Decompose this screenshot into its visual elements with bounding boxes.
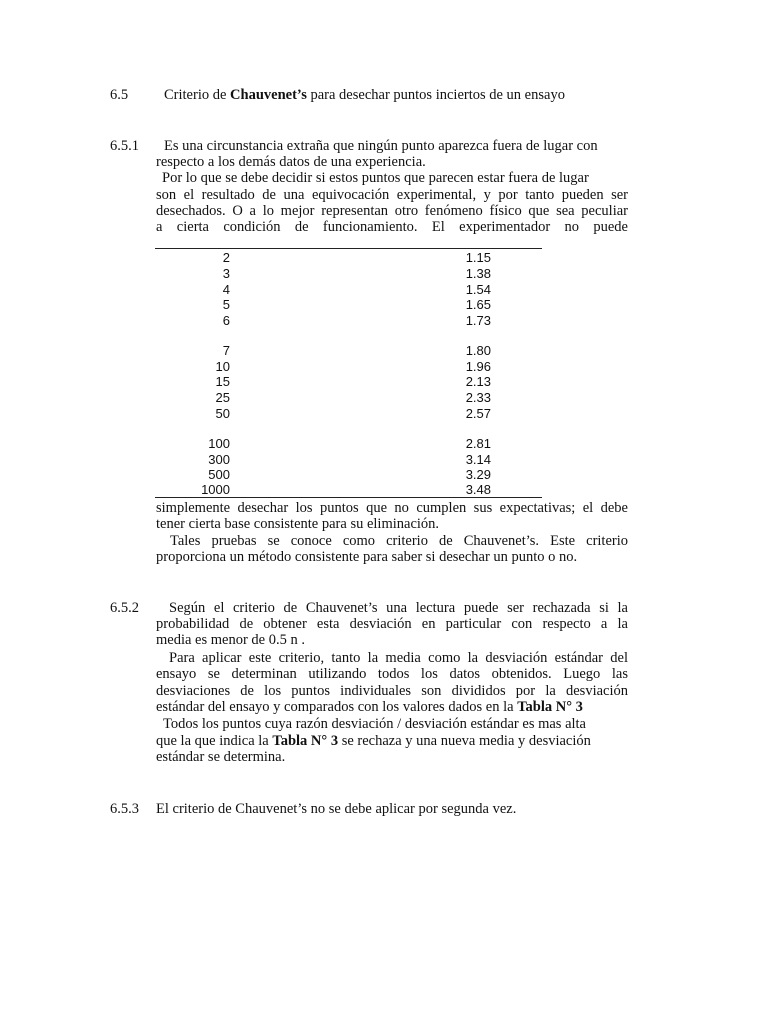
table-ratio: 3.14 — [465, 452, 491, 467]
table-n: 3 — [222, 266, 230, 281]
table-bottom-rule — [155, 497, 542, 498]
s651-after-line-1: simplemente desechar los puntos que no cumplen sus expectativas; el debe — [156, 500, 628, 516]
section-title-bold: Chauvenet’s — [230, 87, 307, 103]
s652-p3-line-2-pre: que la que indica la — [156, 733, 273, 749]
table-ratio: 1.65 — [465, 297, 491, 312]
table-ratio: 1.96 — [465, 359, 491, 374]
s652-p2-line-2: ensayo se determinan utilizando todos los datos obtenidos. Luego las — [156, 666, 628, 682]
s652-p3-line-2-post: se rechaza y una nueva media y desviación — [338, 733, 591, 749]
s652-line-3: media es menor de 0.5 n . — [156, 632, 305, 648]
s652-p3-line-2 — [156, 733, 628, 749]
table-n: 7 — [222, 343, 230, 358]
table-n: 1000 — [201, 482, 230, 497]
s652-p2-line-3: desviaciones de los puntos individuales son divididos por la desviación — [156, 683, 628, 699]
s652-p2-line-1: Para aplicar este criterio, tanto la media como la desviación estándar del — [169, 650, 628, 666]
table-n: 4 — [222, 282, 230, 297]
table-ratio: 2.81 — [465, 436, 491, 451]
s651-line-4: son el resultado de una equivocación experimental, y por tanto pueden ser — [156, 187, 628, 203]
s651-line-1: Es una circunstancia extraña que ningún punto aparezca fuera de lugar con — [164, 138, 598, 154]
s653-text: El criterio de Chauvenet’s no se debe aplicar por segunda vez. — [156, 801, 517, 817]
section-title-pre: Criterio de — [164, 87, 231, 103]
s652-line-2: probabilidad de obtener esta desviación en particular con respecto a la — [156, 616, 628, 632]
table-ratio: 1.80 — [465, 343, 491, 358]
subsection-number-651: 6.5.1 — [110, 138, 139, 154]
s652-line-1: Según el criterio de Chauvenet’s una lectura puede ser rechazada si la — [169, 600, 628, 616]
table-n: 25 — [215, 390, 230, 405]
s652-p2-line-4 — [156, 699, 628, 715]
table-top-rule — [155, 248, 542, 249]
table-n: 6 — [222, 313, 230, 328]
table-ratio: 2.57 — [465, 406, 491, 421]
table-ratio: 3.48 — [465, 482, 491, 497]
table-ratio: 2.13 — [465, 374, 491, 389]
s651-line-2: respecto a los demás datos de una experiencia. — [156, 154, 426, 170]
table-ratio: 1.73 — [465, 313, 491, 328]
section-title — [164, 87, 565, 104]
table-n: 500 — [208, 467, 230, 482]
subsection-number-652: 6.5.2 — [110, 600, 139, 616]
table-ratio: 3.29 — [465, 467, 491, 482]
table-n: 300 — [208, 452, 230, 467]
s651-after-line-3: Tales pruebas se conoce como criterio de Chauvenet’s. Este criterio — [170, 533, 628, 549]
s652-p3-line-3: estándar se determina. — [156, 749, 286, 765]
table-ratio: 1.15 — [465, 250, 491, 265]
table-ratio: 1.38 — [465, 266, 491, 281]
s651-after-line-4: proporciona un método consistente para saber si desechar un punto o no. — [156, 549, 578, 565]
s651-line-3: Por lo que se debe decidir si estos puntos que parecen estar fuera de lugar — [162, 170, 589, 186]
table-n: 2 — [222, 250, 230, 265]
section-number: 6.5 — [110, 87, 129, 103]
table-n: 15 — [215, 374, 230, 389]
s651-line-5: desechados. O a lo mejor representan otro fenómeno físico que sea peculiar — [156, 203, 628, 219]
s651-line-6: a cierta condición de funcionamiento. El experimentador no puede — [156, 219, 628, 235]
table-ratio: 2.33 — [465, 390, 491, 405]
table-ratio: 1.54 — [465, 282, 491, 297]
s652-table-ref-1: Tabla N° 3 — [517, 699, 583, 715]
s652-p3-line-1: Todos los puntos cuya razón desviación / desviación estándar es mas alta — [163, 716, 586, 732]
table-n: 50 — [215, 406, 230, 421]
section-title-post: para desechar puntos inciertos de un ensayo — [306, 87, 565, 103]
table-n: 5 — [222, 297, 230, 312]
table-n: 10 — [215, 359, 230, 374]
subsection-number-653: 6.5.3 — [110, 801, 139, 817]
s652-p2-line-4-text: estándar del ensayo y comparados con los valores dados en la — [156, 699, 518, 715]
table-n: 100 — [208, 436, 230, 451]
s652-table-ref-2: Tabla N° 3 — [272, 733, 339, 749]
s651-after-line-2: tener cierta base consistente para su eliminación. — [156, 516, 440, 532]
